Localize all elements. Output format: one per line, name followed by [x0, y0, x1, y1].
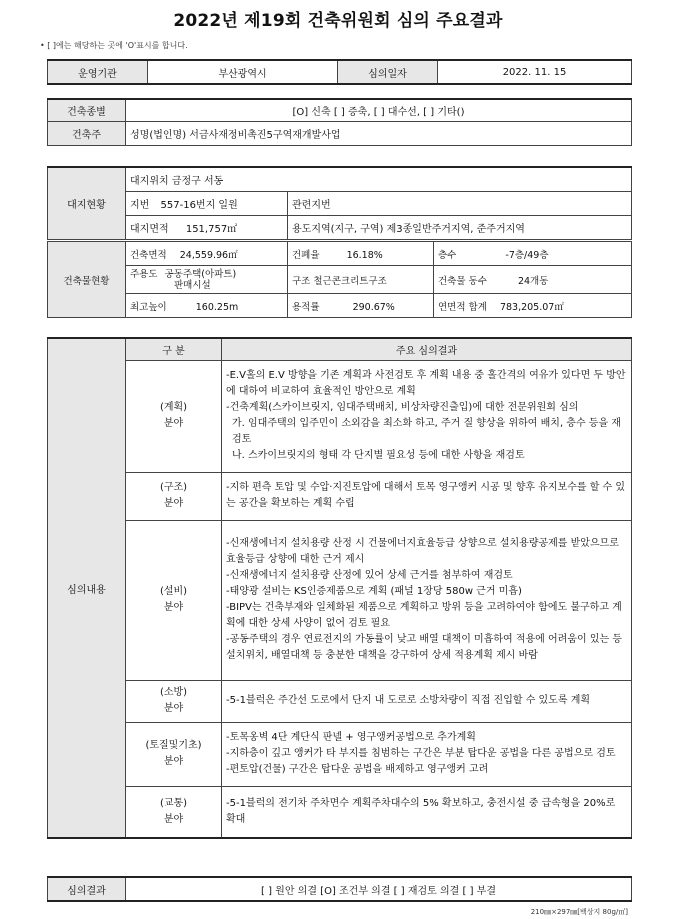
- org-label: 운영기관: [48, 60, 148, 84]
- paper-spec: 210㎜×297㎜[백상지 80g/㎡]: [530, 908, 628, 916]
- site-location: 대지위치 금정구 서동: [126, 167, 632, 191]
- result-item: -태양광 설비는 KS인증제품으로 계획 (패널 1장당 580w 근거 미흡): [226, 586, 522, 597]
- floor-area-ratio: [288, 294, 434, 318]
- zone: 용도지역(지구, 구역) 제3종일반주거지역, 준주거지역: [288, 215, 632, 239]
- result-item: -공동주택의 경우 연료전지의 가동률이 낮고 배열 대책이 미흡하여 적용에 어려움이 있는 등 설치위치, 배열대책 등 충분한 대책을 강구하여 상세 적용계획 제시 바람: [226, 634, 622, 661]
- site-area: [126, 215, 288, 239]
- result-value: [ ] 원안 의결 [O] 조건부 의결 [ ] 재검토 의결 [ ] 부결: [126, 877, 632, 901]
- result-item: -지하층이 깊고 앵커가 타 부지를 침범하는 구간은 부분 탑다운 공법을 다른 공법으로 검토: [226, 748, 616, 759]
- result-item: -BIPV는 건축부재와 일체화된 제품으로 계획하고 방위 등을 고려하여야 함에도 불구하고 계획에 대한 상세 사양이 없어 검토 필요: [226, 602, 622, 629]
- instruction-note: • [ ]에는 해당하는 곳에 'O'표시를 합니다.: [40, 41, 188, 50]
- bldg-area-value: 24,559.96㎡: [179, 249, 238, 261]
- bldg-count: [434, 266, 632, 294]
- category-structure-suffix: 분야: [163, 498, 184, 509]
- floors-value: -7층/49층: [505, 249, 549, 261]
- max-height: [126, 294, 288, 318]
- result-fire: [222, 680, 632, 722]
- site-lot: [126, 191, 288, 215]
- result-plan: [222, 360, 632, 472]
- site-area-value: 151,757㎡: [185, 223, 238, 235]
- result-equipment: [222, 520, 632, 680]
- result-item: -5-1블럭은 주간선 도로에서 단지 내 도로로 소방차량이 직접 진입할 수 있도록 계획: [226, 695, 591, 706]
- result-item: -지하 편측 토압 및 수압·지진토압에 대해서 토목 영구앵커 시공 및 향후 유지보수를 할 수 있는 공간을 확보하는 계획 수립: [226, 482, 626, 509]
- bldg-area: [126, 242, 288, 266]
- site-label: 대지현황: [48, 167, 126, 239]
- result-item: -E.V홀의 E.V 방향을 기존 계획과 사전검토 후 계획 내용 중 홀간격의 여유가 있다면 두 방안에 대하여 비교하여 효율적인 방안으로 계획: [226, 370, 626, 397]
- result-structure: [222, 472, 632, 520]
- far-value: 290.67%: [352, 301, 395, 313]
- floors-label: 층수: [438, 249, 457, 261]
- far-label: 용적률: [292, 301, 320, 313]
- result-item: -건축계획(스카이브릿지, 임대주택배치, 비상차량진출입)에 대한 전문위원회 심의: [226, 402, 579, 413]
- page-title: 2022년 제19회 건축위원회 심의 주요결과: [173, 11, 503, 31]
- category-traffic: [126, 786, 222, 838]
- site-area-label: 대지면적: [130, 223, 169, 235]
- building-label: 건축물현황: [48, 242, 126, 318]
- building-type-value: [O] 신축 [ ] 증축, [ ] 대수선, [ ] 기타(): [126, 99, 632, 121]
- result-traffic: [222, 786, 632, 838]
- height-value: 160.25m: [195, 301, 239, 313]
- use-value-2: 판매시설: [174, 279, 211, 291]
- result-item: -편토압(건물) 구간은 탑다운 공법을 배제하고 영구앵커 고려: [226, 764, 489, 775]
- result-item: -신재생에너지 설치용량 산정에 있어 상세 근거를 첨부하여 재검토: [226, 570, 513, 581]
- category-soil-name: (토질및기초): [145, 740, 202, 751]
- lot-value: 557-16번지 일원: [160, 199, 238, 211]
- result-item: -5-1블럭의 전기차 주차면수 계획주차대수의 5% 확보하고, 충전시설 중 급속형을 20%로 확대: [226, 797, 616, 825]
- owner-value: 성명(법인명) 서금사재정비촉진5구역재개발사업: [126, 121, 632, 145]
- main-use: [126, 266, 288, 294]
- result-label: 심의결과: [48, 877, 126, 901]
- use-label: 주용도: [130, 268, 158, 280]
- result-item: -신재생에너지 설치용량 산정 시 건물에너지효율등급 상향으로 설치용량공제를 받았으므로 효율등급 상향에 대한 근거 제시: [226, 538, 619, 565]
- related-lot: 관련지번: [288, 191, 632, 215]
- review-label: 심의내용: [48, 338, 126, 838]
- result-item: -토목옹벽 4단 계단식 판넬 + 영구앵커공법으로 추가계획: [226, 732, 476, 743]
- site-table: [47, 166, 632, 240]
- category-fire-suffix: 분야: [163, 703, 184, 714]
- result-table: [47, 876, 632, 902]
- height-label: 최고높이: [130, 301, 167, 313]
- category-soil: [126, 722, 222, 786]
- category-equipment: [126, 520, 222, 680]
- building-type-label: 건축종별: [48, 99, 126, 121]
- category-traffic-name: (교통): [159, 797, 188, 809]
- count-label: 건축물 동수: [438, 275, 487, 287]
- owner-label: 건축주: [48, 121, 126, 145]
- date-value: 2022. 11. 15: [438, 60, 632, 84]
- coverage-value: 16.18%: [346, 249, 383, 261]
- building-type-table: [47, 98, 632, 146]
- category-equipment-suffix: 분야: [163, 602, 184, 613]
- coverage: [288, 242, 434, 266]
- lot-label: 지번: [130, 199, 150, 211]
- header-table: [47, 59, 632, 85]
- category-plan: [126, 360, 222, 472]
- date-label: 심의일자: [338, 60, 438, 84]
- category-fire: [126, 680, 222, 722]
- category-structure-name: (구조): [159, 482, 188, 493]
- structure: 구조 철근콘크리트구조: [288, 266, 434, 294]
- category-plan-suffix: 분야: [163, 418, 184, 429]
- total-area: [434, 294, 632, 318]
- category-fire-name: (소방): [159, 687, 188, 698]
- result-soil: [222, 722, 632, 786]
- coverage-label: 건폐율: [292, 249, 320, 261]
- review-col1: 구 분: [126, 338, 222, 360]
- org-value: 부산광역시: [148, 60, 338, 84]
- review-table: [47, 337, 632, 839]
- result-item: 나. 스카이브릿지의 형태 각 단지별 필요성 등에 대한 사항을 재검토: [232, 450, 525, 461]
- floors: [434, 242, 632, 266]
- result-item: 가. 임대주택의 입주민이 소외감을 최소화 하고, 주거 질 향상을 위하여 배치, 층수 등을 재검토: [232, 418, 621, 445]
- use-value-1: 공동주택(아파트): [164, 268, 237, 280]
- category-equipment-name: (설비): [159, 586, 188, 597]
- category-soil-suffix: 분야: [163, 756, 184, 767]
- category-plan-name: (계획): [159, 402, 188, 413]
- count-value: 24개동: [517, 275, 549, 287]
- total-area-value: 783,205.07㎡: [499, 301, 564, 313]
- category-traffic-suffix: 분야: [163, 813, 184, 825]
- bldg-area-label: 건축면적: [130, 249, 167, 261]
- category-structure: [126, 472, 222, 520]
- total-area-label: 연면적 합계: [438, 301, 487, 313]
- building-table: [47, 241, 632, 318]
- review-col2: 주요 심의결과: [222, 338, 632, 360]
